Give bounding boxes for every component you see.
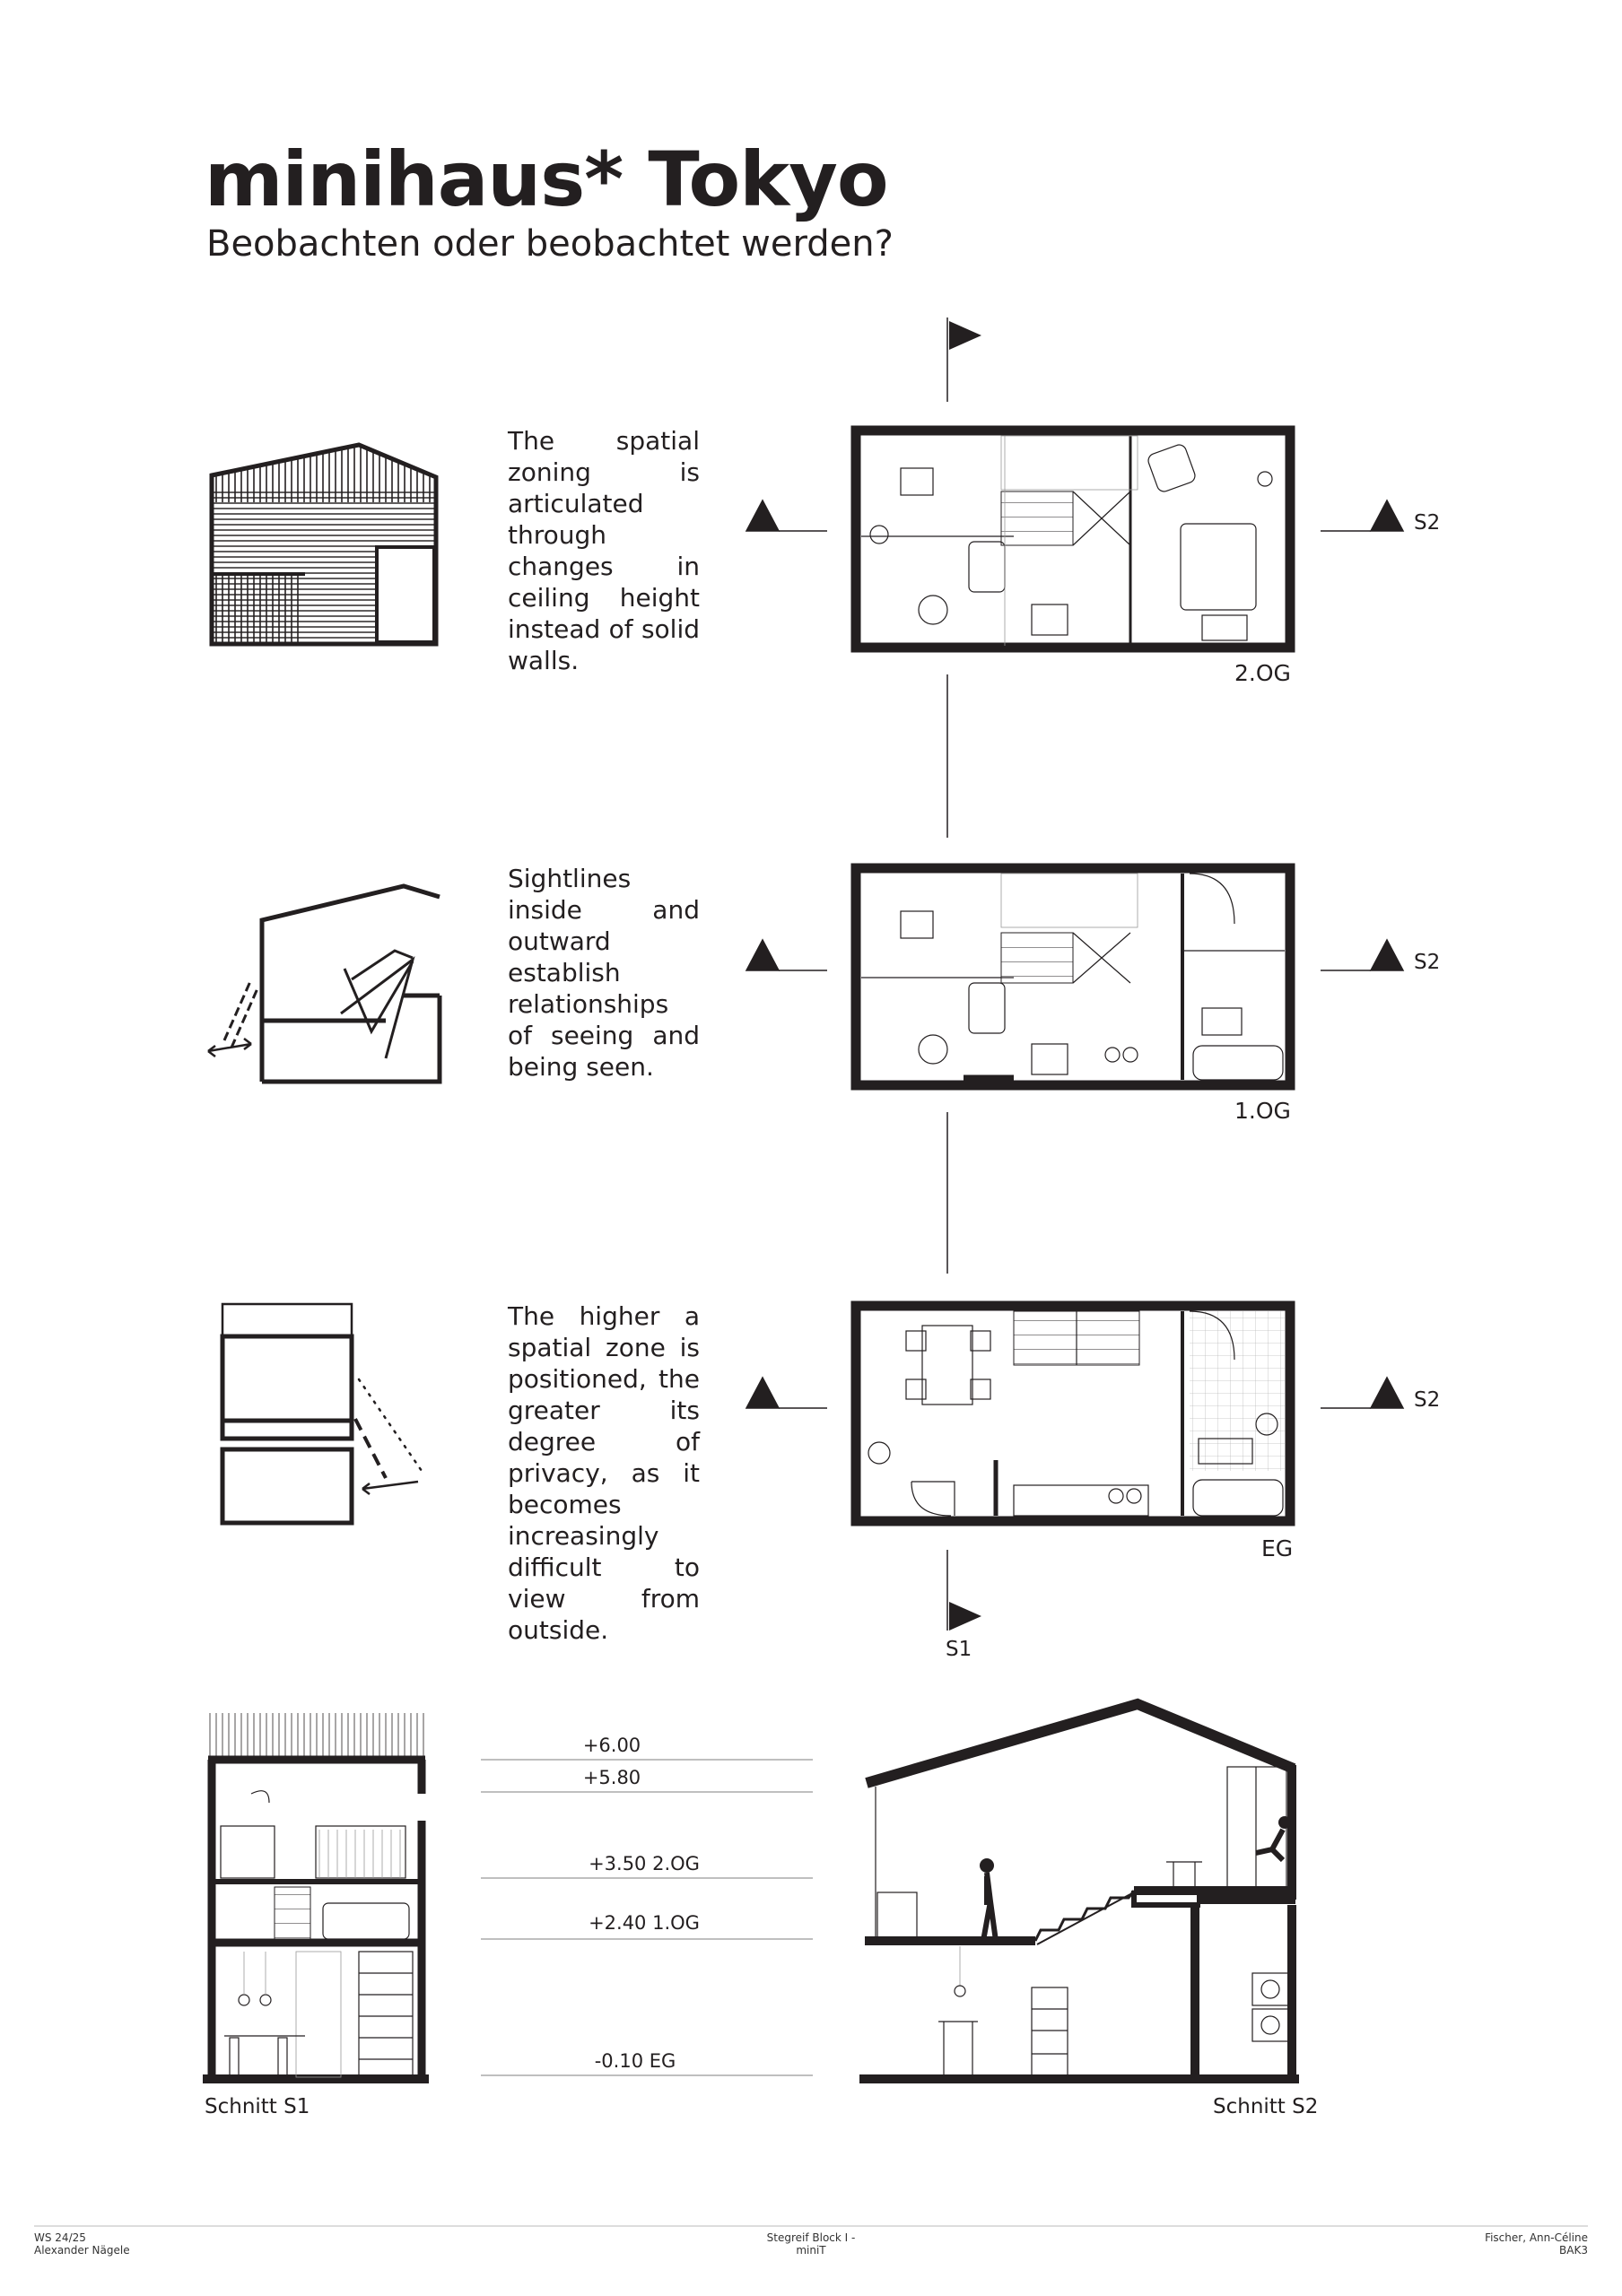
footer-professor: Alexander Nägele [34,2244,130,2257]
floor-plan-1og [856,868,1290,1085]
privacy-diagram [222,1304,422,1523]
floor-plan-eg [856,1306,1290,1521]
section-marker-s1: S1 [946,1638,972,1661]
section-s2-drawing [859,1704,1299,2079]
floor-plan-2og [856,430,1290,648]
page-subtitle: Beobachten oder beobachtet werden? [206,223,894,265]
section-label-s1: Schnitt S1 [205,2095,310,2118]
level-lines [481,1760,813,2075]
section-marker-s2-1og: S2 [1414,951,1441,974]
zoning-diagram [212,445,436,644]
section-marker-s2-2og: S2 [1414,511,1441,535]
level-label-240: +2.40 1.OG [589,1912,700,1934]
section-label-s2: Schnitt S2 [1213,2095,1319,2118]
concept-text-3: The higher a spatial zone is positioned, the greater its degree of privacy, as it becomes increasingly difficult to view from outside. [508,1301,700,1645]
section-marker-s2-eg: S2 [1414,1388,1441,1412]
footer-author: Fischer, Ann-Céline [1485,2231,1588,2244]
page-title: minihaus* Tokyo [205,135,888,223]
flag-icon-s1 [949,1602,981,1631]
sightline-diagram [208,886,440,1082]
plan-label-eg: EG [1261,1535,1294,1561]
level-label-580: +5.80 [582,1767,641,1788]
level-label-350: +3.50 2.OG [589,1853,700,1874]
footer-class: BAK3 [1559,2244,1588,2257]
level-label-eg: -0.10 EG [594,2050,676,2072]
plan-label-1og: 1.OG [1234,1098,1291,1124]
concept-text-1: The spatial zoning is articulated through changes in ceiling height instead of solid walls. [508,426,700,675]
footer-semester: WS 24/25 [34,2231,86,2244]
concept-text-2: Sightlines inside and outward establish relationships of seeing and being seen. [508,864,700,1082]
footer-project: miniT [796,2244,826,2257]
plan-label-2og: 2.OG [1234,660,1291,686]
footer-course: Stegreif Block I - [766,2231,856,2244]
level-label-600: +6.00 [582,1735,641,1756]
flag-icon-top [949,321,981,350]
section-s1-drawing [203,1713,429,2079]
